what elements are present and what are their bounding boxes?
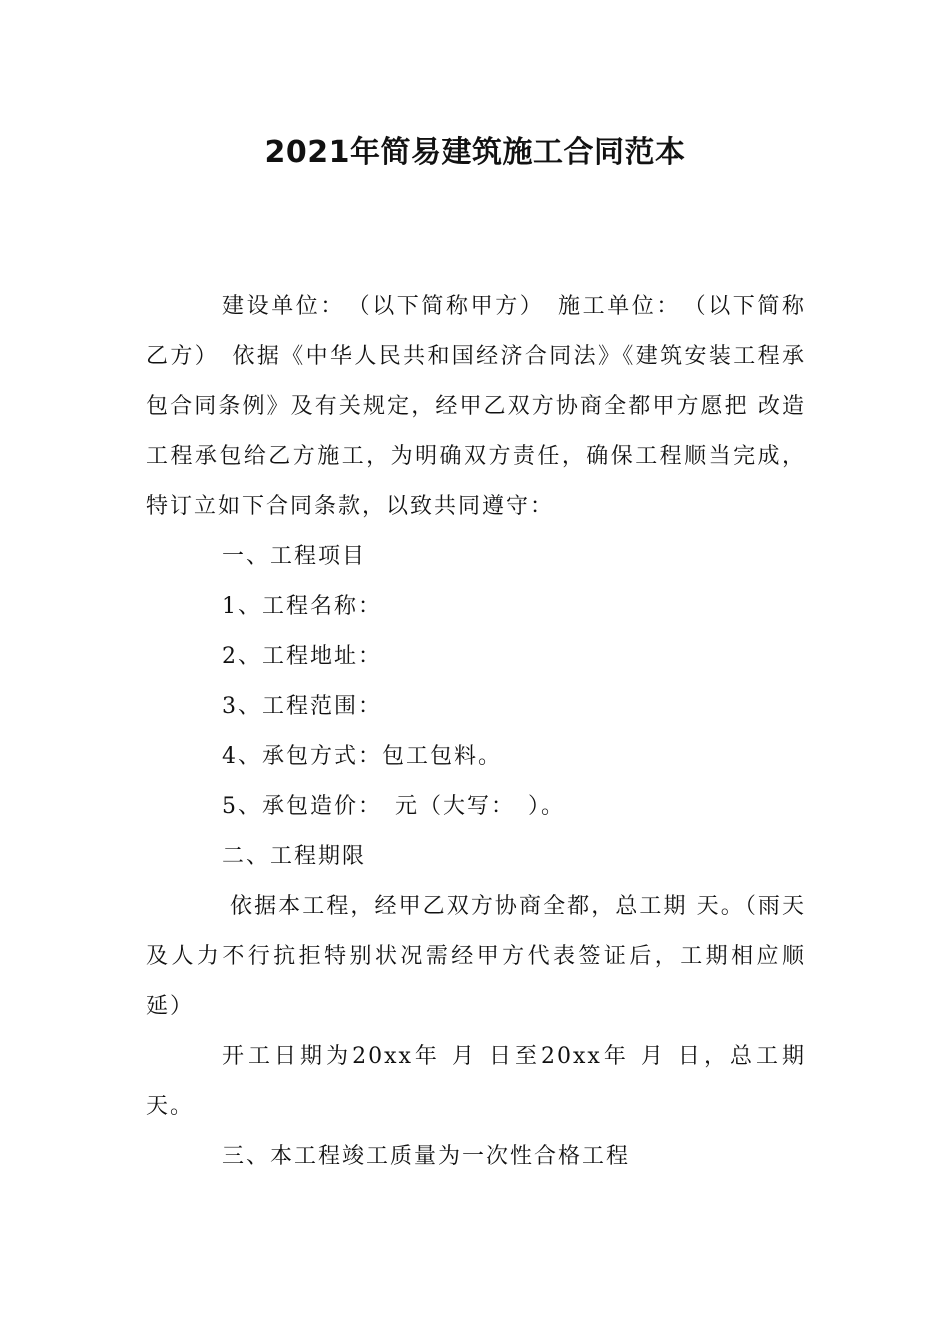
start-date-paragraph: 开工日期为20xx年 月 日至20xx年 月 日，总工期天。 bbox=[146, 1044, 806, 1119]
document-title: 2021年简易建筑施工合同范本 bbox=[264, 135, 686, 170]
section-heading-duration: 二、工程期限 bbox=[222, 844, 367, 869]
project-scope-line: 3、工程范围： bbox=[222, 694, 382, 719]
section-heading-quality: 三、本工程竣工质量为一次性合格工程 bbox=[222, 1144, 631, 1169]
contract-price-line: 5、承包造价： 元（大写： ）。 bbox=[222, 794, 565, 819]
contract-method-line: 4、承包方式：包工包料。 bbox=[222, 744, 502, 769]
section-heading-project: 一、工程项目 bbox=[222, 544, 367, 569]
intro-paragraph: 建设单位： （以下简称甲方） 施工单位： （以下简称乙方） 依据《中华人民共和国经济合同法》《建筑安装工程承包合同条例》及有关规定，经甲乙双方协商全都甲方愿把 改造工程承包给乙方施工，为明确双方责任，确保工程顺当完成，特订立如下合同条款，以致共同遵守： bbox=[146, 294, 806, 519]
project-address-line: 2、工程地址： bbox=[222, 644, 382, 669]
duration-paragraph: 依据本工程，经甲乙双方协商全都，总工期 天。（雨天及人力不行抗拒特别状况需经甲方代表签证后，工期相应顺延） bbox=[146, 894, 806, 1019]
project-name-line: 1、工程名称： bbox=[222, 594, 382, 619]
document-body bbox=[146, 282, 806, 1182]
